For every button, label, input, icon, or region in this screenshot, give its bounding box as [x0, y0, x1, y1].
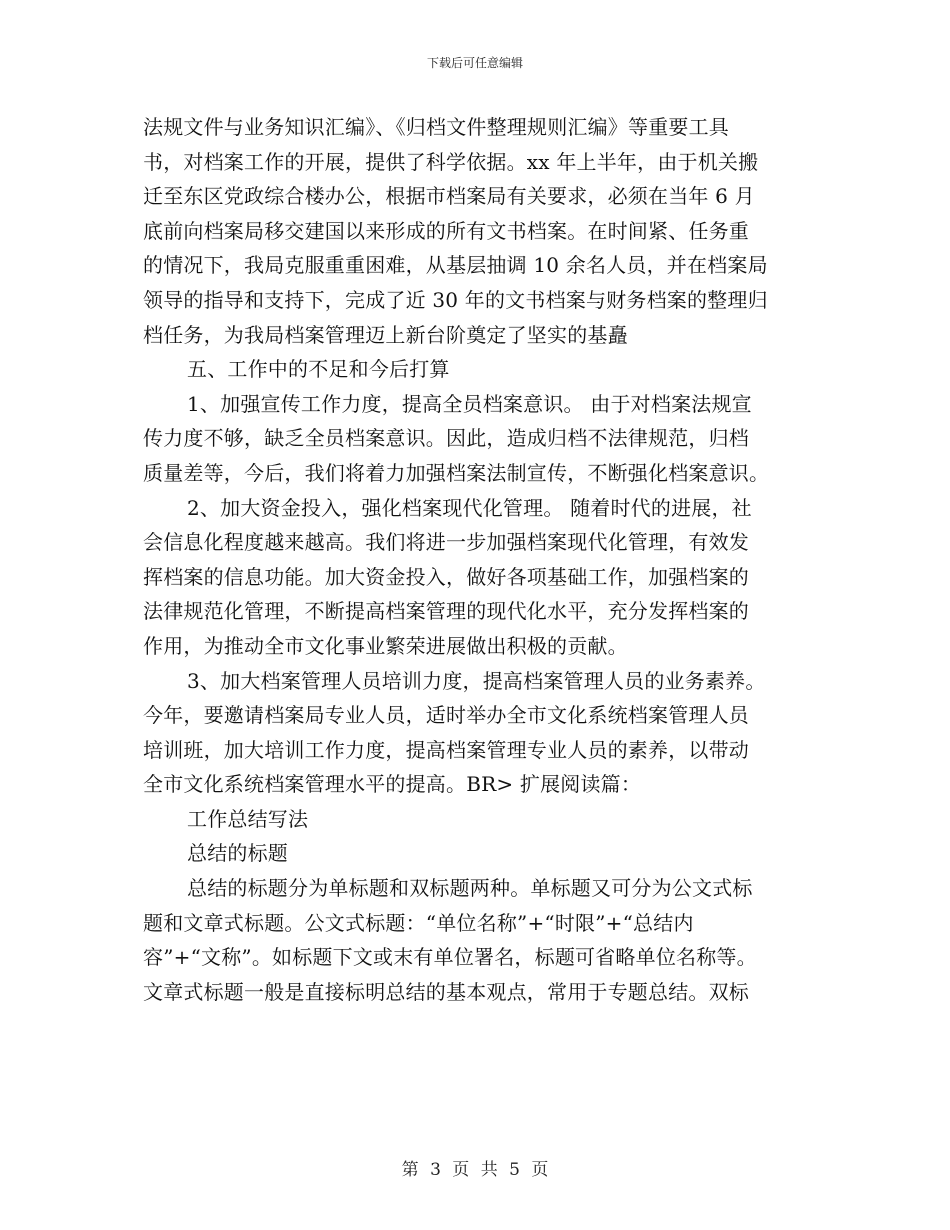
document-body — [143, 110, 823, 1009]
section-heading: 工作总结写法 — [187, 806, 309, 831]
text-line: 迁至东区党政综合楼办公，根据市档案局有关要求，必须在当年 6 月 — [143, 184, 755, 209]
text-line: 1、加强宣传工作力度，提高全员档案意识。 由于对档案法规宣 — [187, 391, 752, 416]
text-line: 书，对档案工作的开展，提供了科学依据。xx 年上半年，由于机关搬 — [143, 149, 759, 174]
text-line: 总结的标题分为单标题和双标题两种。单标题又可分为公文式标 — [187, 876, 753, 901]
page-number: 第 3 页 共 5 页 — [401, 1160, 549, 1180]
text-line: 全市文化系统档案管理水平的提高。BR> 扩展阅读篇： — [143, 772, 642, 797]
text-line: 质量差等，今后，我们将着力加强档案法制宣传，不断强化档案意识。 — [143, 460, 770, 485]
text-line: 法律规范化管理，不断提高档案管理的现代化水平，充分发挥档案的 — [143, 599, 749, 624]
text-line: 档任务，为我局档案管理迈上新台阶奠定了坚实的基矗 — [143, 322, 628, 347]
text-line: 文章式标题一般是直接标明总结的基本观点，常用于专题总结。双标 — [143, 979, 749, 1004]
section-heading: 五、工作中的不足和今后打算 — [187, 357, 450, 382]
text-line: 会信息化程度越来越高。我们将进一步加强档案现代化管理，有效发 — [143, 530, 749, 555]
text-line: 底前向档案局移交建国以来形成的所有文书档案。在时间紧、任务重 — [143, 218, 749, 243]
text-line: 法规文件与业务知识汇编》、《归档文件整理规则汇编》等重要工具 — [143, 115, 729, 139]
text-line: 今年，要邀请档案局专业人员，适时举办全市文化系统档案管理人员 — [143, 703, 749, 728]
text-line: 培训班，加大培训工作力度，提高档案管理专业人员的素养，以带动 — [143, 737, 749, 762]
text-line: 2、加大资金投入，强化档案现代化管理。 随着时代的进展，社 — [187, 495, 752, 520]
section-heading: 总结的标题 — [187, 841, 288, 866]
text-line: 容”+“文称”。如标题下文或末有单位署名，标题可省略单位名称等。 — [143, 945, 757, 970]
text-line: 的情况下，我局克服重重困难，从基层抽调 10 余名人员，并在档案局 — [143, 253, 768, 278]
text-line: 领导的指导和支持下，完成了近 30 年的文书档案与财务档案的整理归 — [143, 287, 768, 312]
text-line: 题和文章式标题。公文式标题：“单位名称”+“时限”+“总结内 — [143, 910, 694, 935]
text-line: 作用，为推动全市文化事业繁荣进展做出积极的贡献。 — [143, 633, 628, 658]
text-line: 挥档案的信息功能。加大资金投入，做好各项基础工作，加强档案的 — [143, 564, 749, 589]
text-line: 3、加大档案管理人员培训力度，提高档案管理人员的业务素养。 — [187, 668, 766, 693]
text-line: 传力度不够，缺乏全员档案意识。因此，造成归档不法律规范，归档 — [143, 426, 749, 451]
header-note: 下载后可任意编辑 — [426, 56, 523, 70]
